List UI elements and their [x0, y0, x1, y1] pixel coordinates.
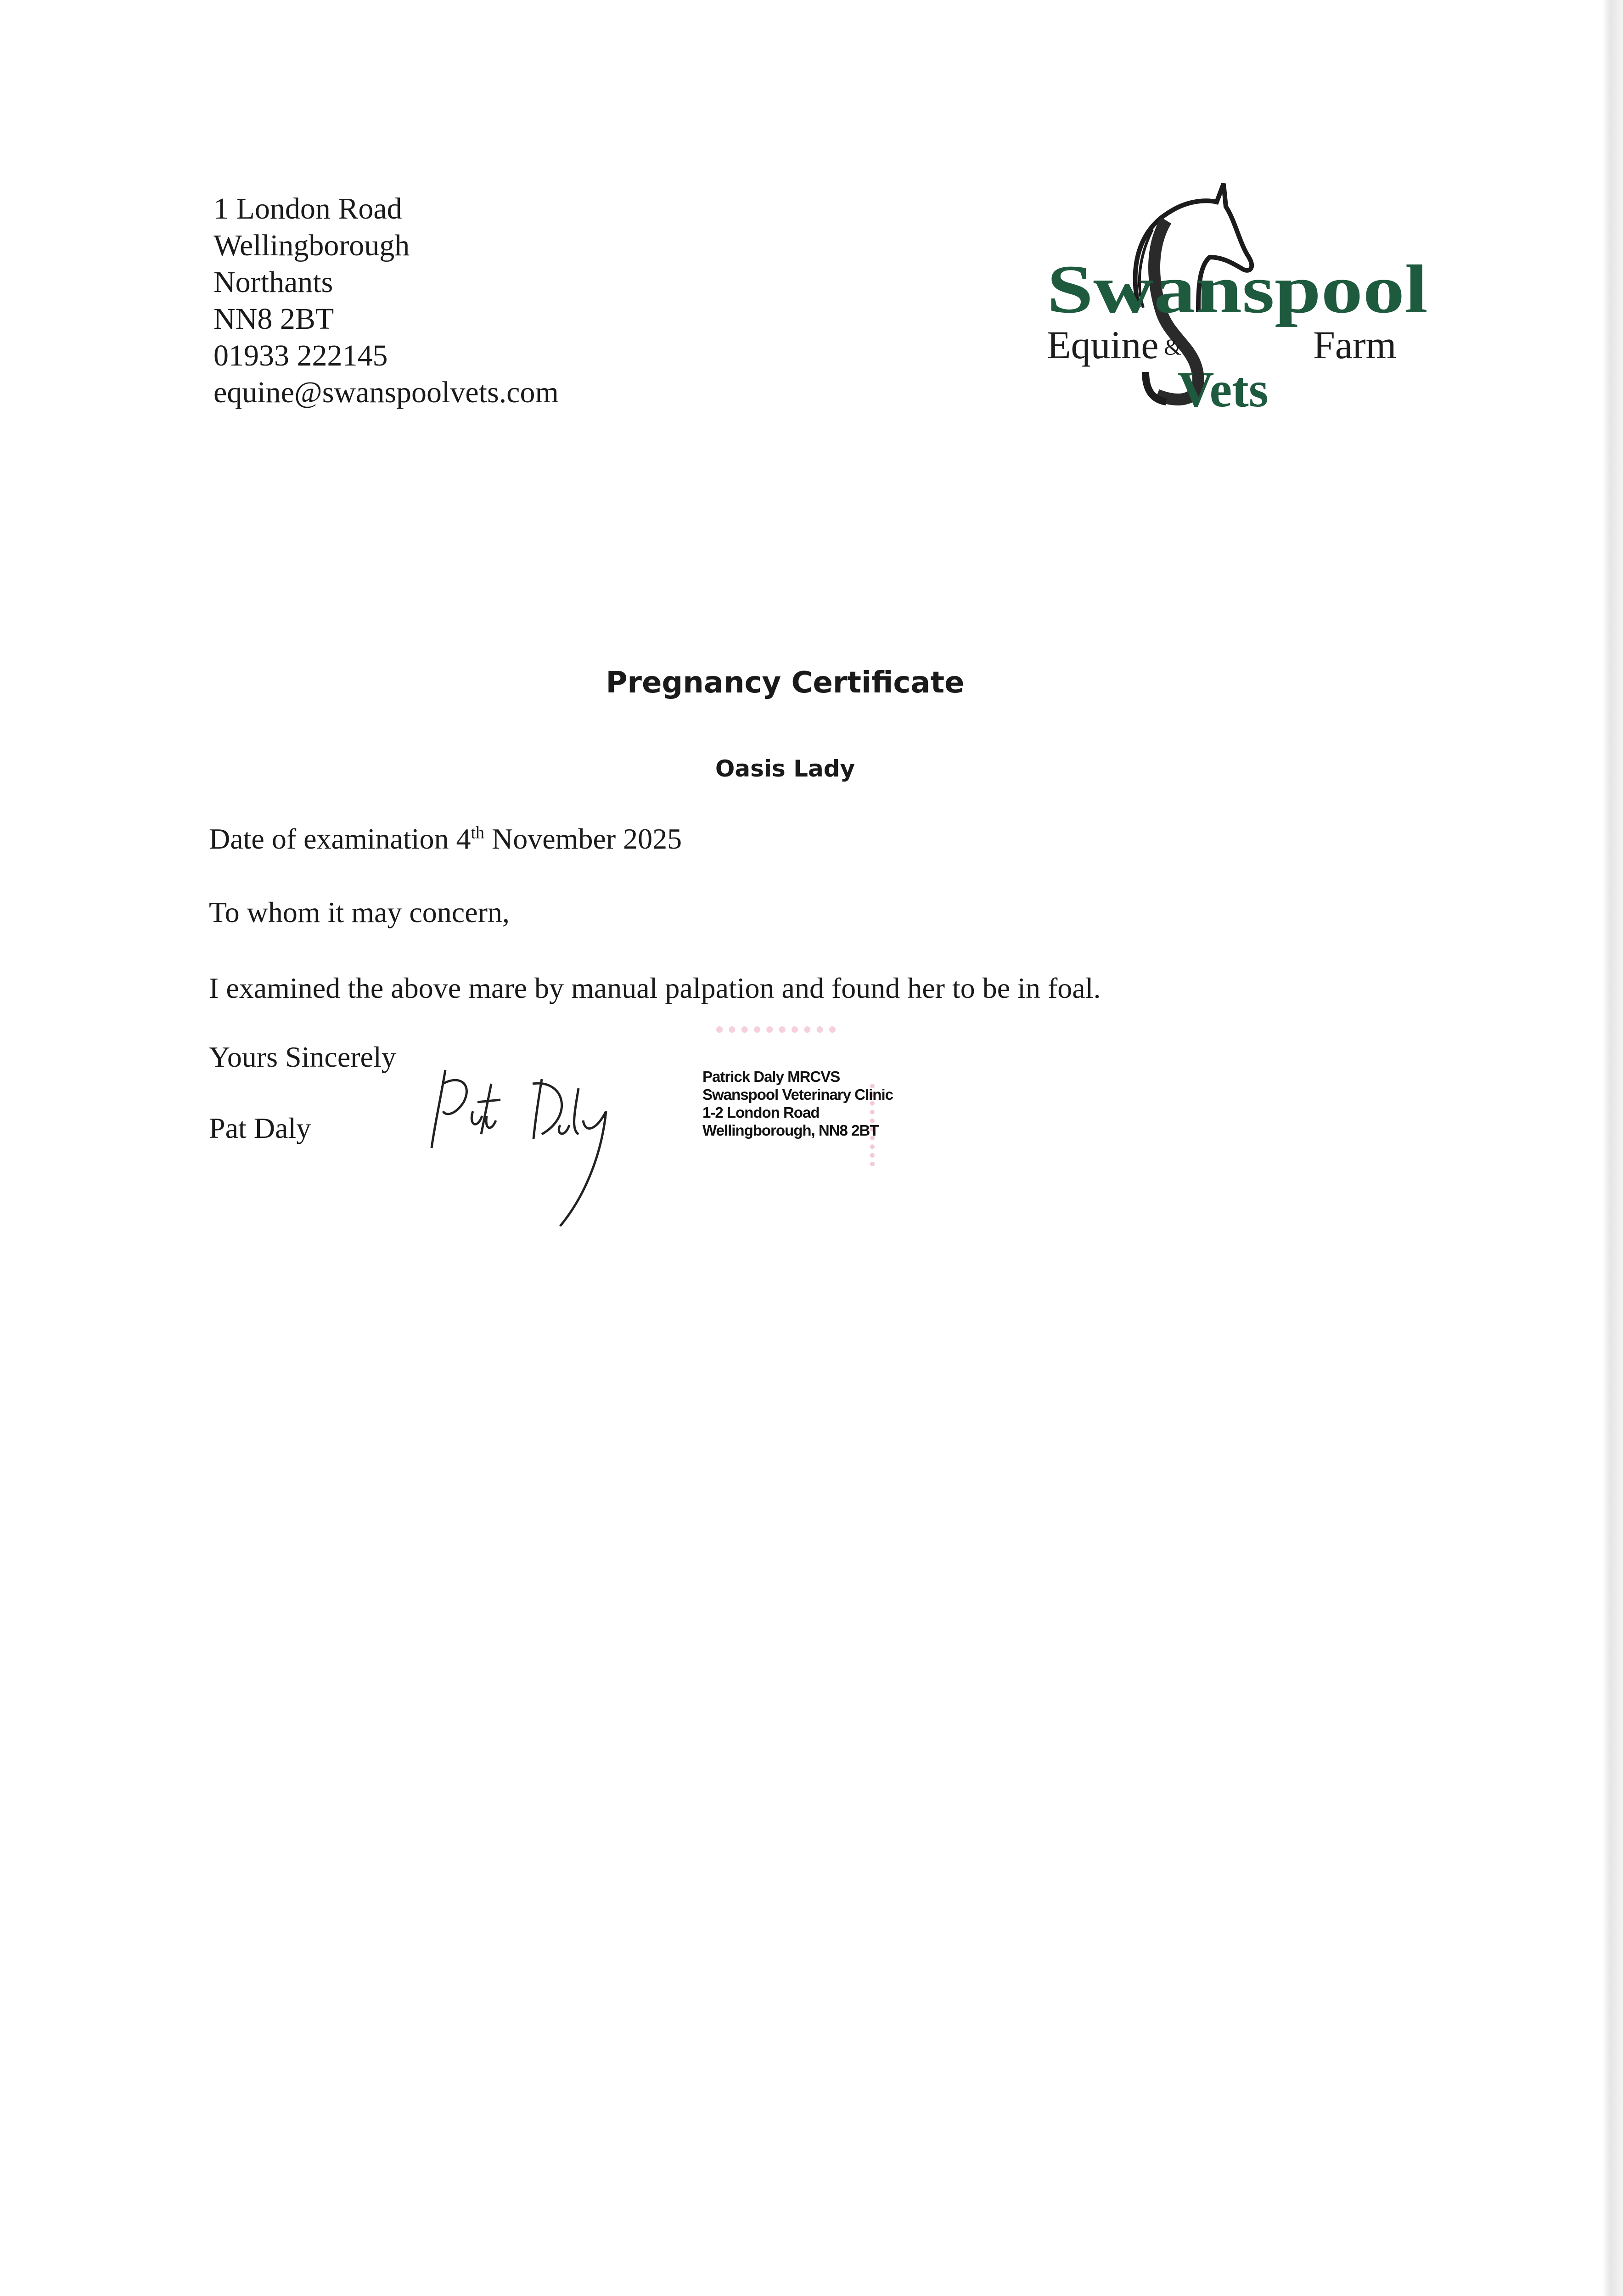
closing: Yours Sincerely [209, 1041, 396, 1073]
certificate-title: Pregnancy Certificate [606, 666, 965, 700]
stamp-line-clinic: Swanspool Veterinary Clinic [702, 1086, 893, 1103]
date-label: Date of examination 4 [209, 822, 471, 855]
handwritten-signature [427, 1065, 629, 1231]
examination-date [209, 822, 682, 856]
sender-address [213, 191, 559, 411]
svg-text:&: & [1164, 334, 1182, 360]
animal-name: Oasis Lady [715, 755, 855, 782]
address-line-postcode: NN8 2BT [213, 302, 334, 336]
address-line-street: 1 London Road [213, 192, 402, 225]
date-rest: November 2025 [484, 822, 682, 855]
stamp-line-street: 1-2 London Road [702, 1104, 820, 1121]
clinic-stamp [666, 1010, 941, 1185]
svg-text:Equine: Equine [1047, 323, 1159, 367]
date-suffix: th [471, 823, 485, 843]
swanspool-logo [1047, 174, 1432, 422]
svg-text:Swanspool: Swanspool [1047, 251, 1428, 327]
stamp-line-town: Wellingborough, NN8 2BT [702, 1122, 879, 1139]
svg-text:Vets: Vets [1178, 361, 1269, 417]
stamp-line-name: Patrick Daly MRCVS [702, 1068, 840, 1085]
scan-edge [1602, 0, 1623, 2296]
svg-text:Farm: Farm [1313, 323, 1397, 367]
address-line-email: equine@swanspoolvets.com [213, 376, 559, 409]
signatory-name: Pat Daly [209, 1112, 311, 1144]
body-text: I examined the above mare by manual palpation and found her to be in foal. [209, 972, 1101, 1004]
stamp-text [702, 1068, 893, 1139]
address-line-phone: 01933 222145 [213, 339, 388, 372]
address-line-town: Wellingborough [213, 229, 410, 262]
salutation: To whom it may concern, [209, 896, 510, 929]
address-line-county: Northants [213, 265, 333, 299]
